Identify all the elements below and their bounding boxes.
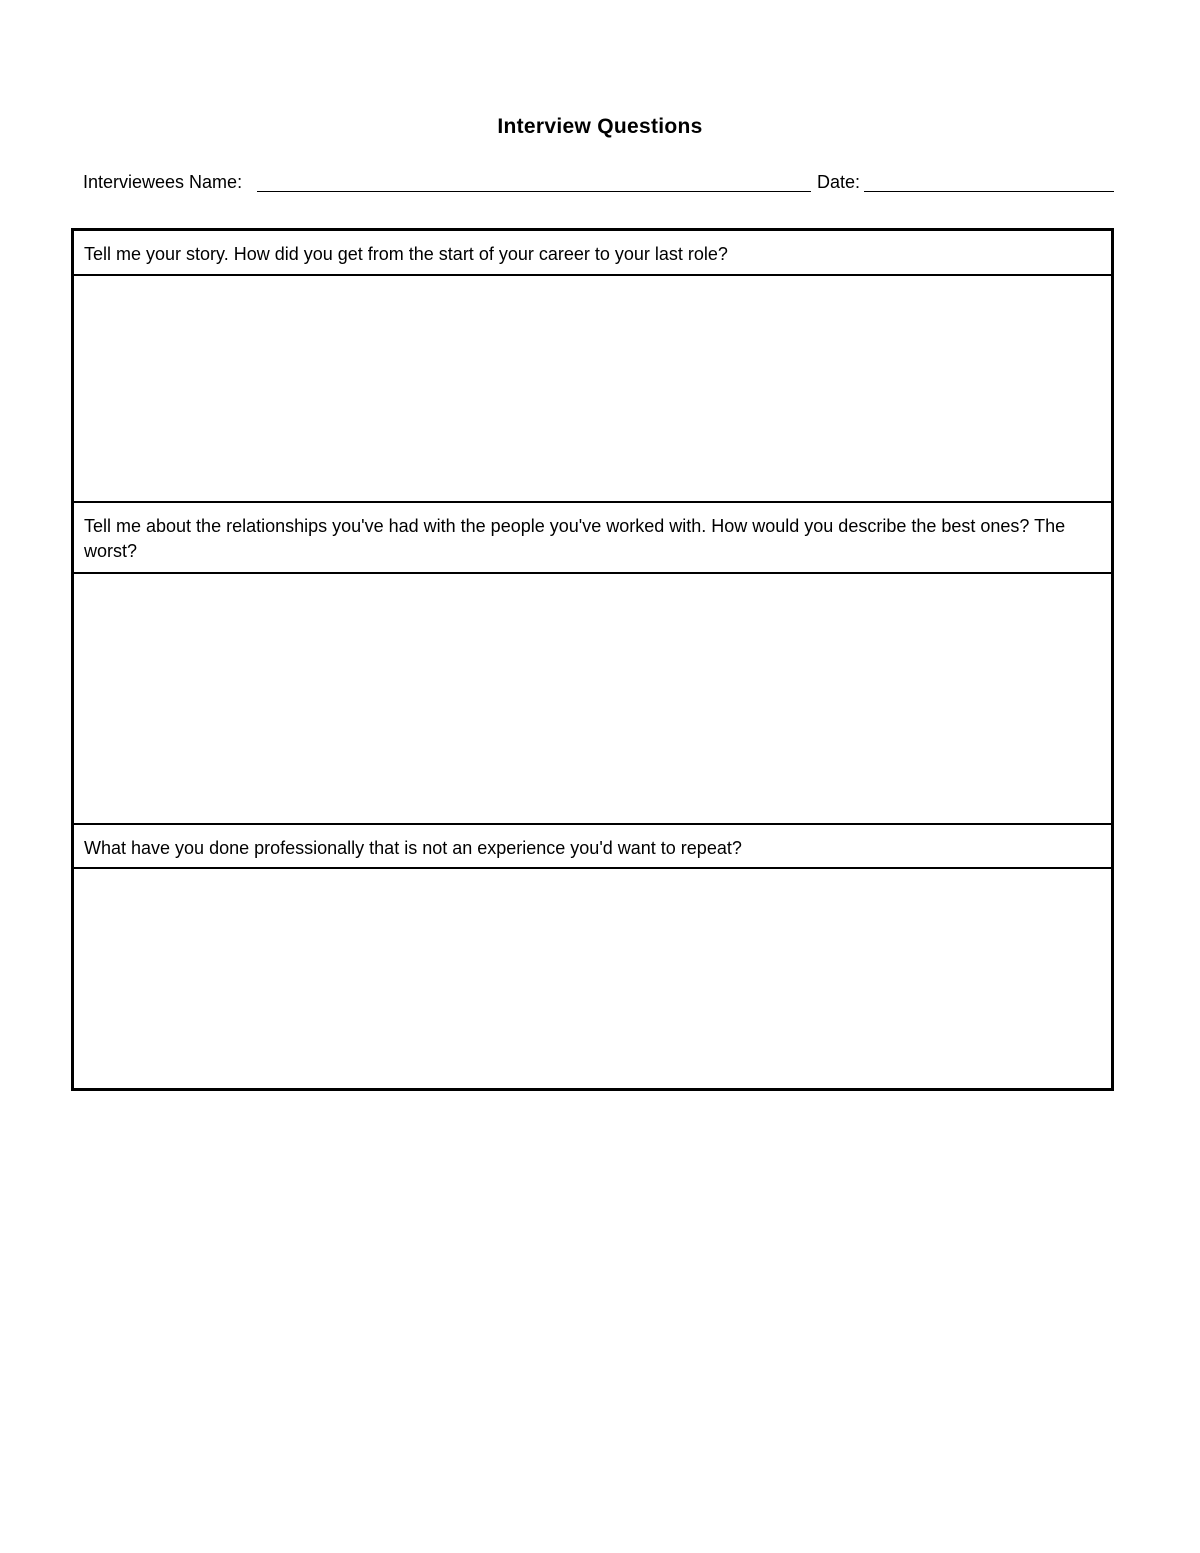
date-field[interactable] [864,191,1114,192]
interviewee-name-label: Interviewees Name: [83,172,243,192]
question-1: Tell me your story. How did you get from the start of your career to your last role? [74,231,1111,276]
answer-box-2[interactable] [74,574,1111,825]
question-2: Tell me about the relationships you've had with the people you've worked with. How would you describe the best ones? The worst? [74,503,1111,574]
question-3: What have you done professionally that is not an experience you'd want to repeat? [74,825,1111,869]
interviewee-name-field[interactable] [257,191,811,192]
answer-box-1[interactable] [74,276,1111,503]
header-fields [83,171,1115,195]
questions-table [71,228,1114,1091]
date-label: Date: [817,172,861,192]
page-title: Interview Questions [497,115,703,138]
answer-box-3[interactable] [74,869,1111,1088]
